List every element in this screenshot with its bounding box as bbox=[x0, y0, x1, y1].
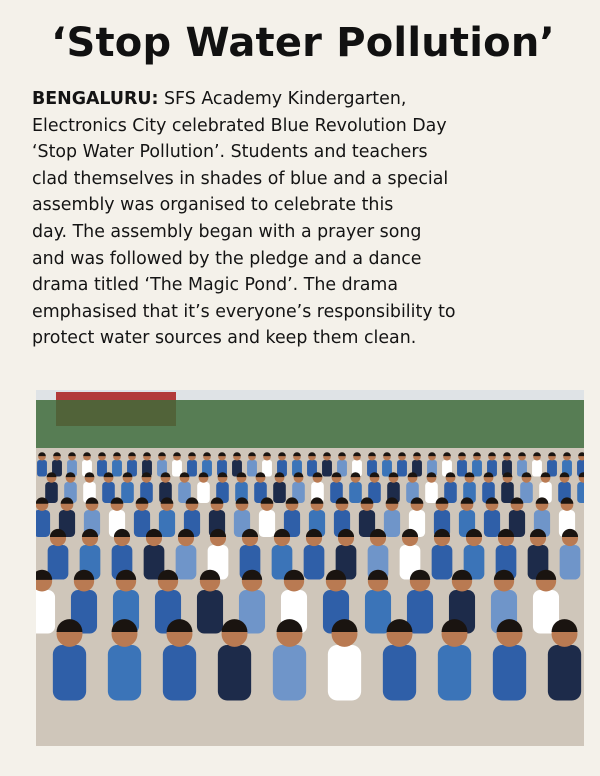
student-figure bbox=[444, 472, 457, 503]
student-figure bbox=[273, 619, 306, 700]
assembly-photo-illustration bbox=[36, 390, 584, 746]
student-figure bbox=[304, 529, 325, 580]
student-figure bbox=[472, 452, 482, 476]
student-figure bbox=[108, 619, 141, 700]
student-figure bbox=[349, 472, 362, 503]
student-figure bbox=[259, 497, 275, 537]
student-figure bbox=[273, 472, 286, 503]
student-figure bbox=[247, 452, 257, 476]
student-figure bbox=[484, 497, 500, 537]
article-body bbox=[32, 86, 584, 352]
student-figure bbox=[432, 529, 453, 580]
student-figure bbox=[322, 452, 332, 476]
student-figure bbox=[112, 452, 122, 476]
student-figure bbox=[176, 529, 197, 580]
student-figure bbox=[36, 497, 50, 537]
student-figure bbox=[218, 619, 251, 700]
article-line-8: drama titled ‘The Magic Pond’. The drama bbox=[32, 275, 399, 296]
student-figure bbox=[438, 619, 471, 700]
student-figure bbox=[520, 472, 533, 503]
student-figure bbox=[397, 452, 407, 476]
article-line-6: day. The assembly began with a prayer song bbox=[32, 221, 422, 242]
headline: ‘Stop Water Pollution’ bbox=[51, 20, 555, 66]
student-figure bbox=[172, 452, 182, 476]
student-figure bbox=[37, 452, 47, 476]
article-line-1 bbox=[32, 86, 584, 113]
student-figure bbox=[262, 452, 272, 476]
student-figure bbox=[121, 472, 134, 503]
student-figure bbox=[501, 472, 514, 503]
student-figure bbox=[425, 472, 438, 503]
article-line-9: emphasised that it’s everyone’s responsibility to bbox=[32, 301, 456, 322]
student-figure bbox=[548, 619, 581, 700]
article-line-5: assembly was organised to celebrate this bbox=[32, 195, 394, 216]
student-figure bbox=[102, 472, 115, 503]
student-figure bbox=[159, 497, 175, 537]
student-figure bbox=[384, 497, 400, 537]
student-figure bbox=[197, 570, 223, 634]
student-figure bbox=[365, 570, 391, 634]
student-figure bbox=[328, 619, 361, 700]
student-figure bbox=[48, 529, 69, 580]
student-figure bbox=[547, 452, 557, 476]
student-figure bbox=[457, 452, 467, 476]
dateline: BENGALURU: bbox=[32, 89, 159, 109]
student-figure bbox=[134, 497, 150, 537]
article-line-10: protect water sources and keep them clean. bbox=[32, 328, 417, 349]
student-figure bbox=[53, 619, 86, 700]
article-line-4: clad themselves in shades of blue and a special bbox=[32, 168, 449, 189]
article-line-2: Electronics City celebrated Blue Revolution Day bbox=[32, 115, 447, 136]
student-figure bbox=[187, 452, 197, 476]
student-figure bbox=[197, 472, 210, 503]
photo-trees bbox=[36, 400, 584, 448]
assembly-photo bbox=[36, 390, 584, 746]
student-figure bbox=[97, 452, 107, 476]
article-line-3: ‘Stop Water Pollution’. Students and teachers bbox=[32, 142, 428, 163]
student-figure bbox=[45, 472, 58, 503]
student-figure bbox=[382, 452, 392, 476]
student-figure bbox=[493, 619, 526, 700]
student-figure bbox=[532, 452, 542, 476]
student-figure bbox=[383, 619, 416, 700]
student-figure bbox=[407, 570, 433, 634]
student-figure bbox=[144, 529, 165, 580]
article-line-1-text: SFS Academy Kindergarten, bbox=[164, 89, 407, 109]
article-line-7: and was followed by the pledge and a dance bbox=[32, 248, 422, 269]
student-figure bbox=[163, 619, 196, 700]
student-figure bbox=[560, 529, 581, 580]
